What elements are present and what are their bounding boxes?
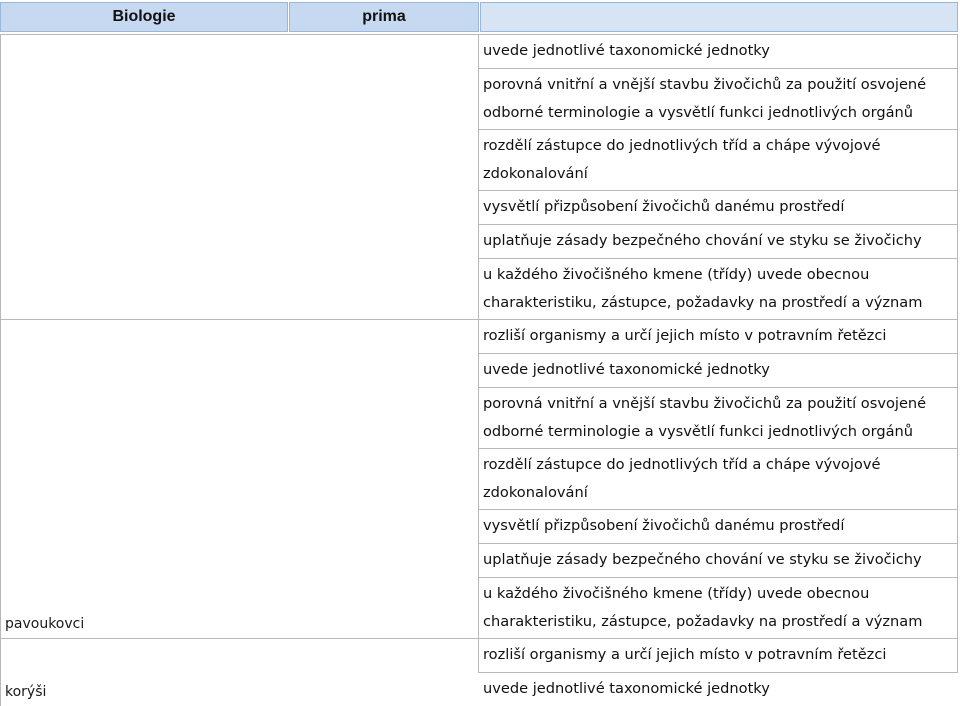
topics-column [0,34,479,700]
outcome-text: u každého živočišného kmene (třídy) uvede obecnou [483,585,870,602]
outcome-text: porovná vnitřní a vnější stavbu živočichů za použití osvojené [483,76,927,93]
outcome-row [479,543,958,577]
topic-cell [0,638,479,706]
outcome-text: uvede jednotlivé taxonomické jednotky [483,361,770,378]
outcome-row [479,258,958,319]
outcome-text: odborné terminologie a vysvětlí funkci jednotlivých orgánů [483,104,914,121]
header-outcomes [480,2,958,32]
outcome-text: charakteristiku, zástupce, požadavky na prostředí a význam [483,294,923,311]
outcome-text: rozliší organismy a určí jejich místo v potravním řetězci [483,327,887,344]
outcome-row [479,34,958,68]
outcome-text: odborné terminologie a vysvětlí funkci jednotlivých orgánů [483,423,914,440]
outcome-text: uvede jednotlivé taxonomické jednotky [483,680,770,697]
outcome-row [479,448,958,509]
outcome-row [479,190,958,224]
outcome-text: uvede jednotlivé taxonomické jednotky [483,42,770,59]
outcome-row [479,672,958,706]
outcome-text: uplatňuje zásady bezpečného chování ve styku se živočichy [483,232,922,249]
topic-label: pavoukovci [5,616,85,632]
outcome-text: u každého živočišného kmene (třídy) uvede obecnou [483,266,870,283]
outcome-text: charakteristiku, zástupce, požadavky na prostředí a význam [483,613,923,630]
outcome-text: zdokonalování [483,484,588,501]
outcome-text: vysvětlí přizpůsobení živočichů danému prostředí [483,517,845,534]
outcome-text: zdokonalování [483,165,588,182]
outcomes-column [479,34,958,697]
outcome-text: porovná vnitřní a vnější stavbu živočichů za použití osvojené [483,395,927,412]
topic-cell [0,319,479,638]
topic-label: korýši [5,684,47,700]
outcome-text: vysvětlí přizpůsobení živočichů danému prostředí [483,198,845,215]
topic-cell [0,34,479,319]
outcome-row [479,129,958,190]
outcome-row [479,387,958,448]
outcome-row [479,319,958,353]
outcome-text: rozliší organismy a určí jejich místo v potravním řetězci [483,646,887,663]
outcome-row [479,224,958,258]
header-grade: prima [289,2,479,32]
outcome-row [479,68,958,129]
outcome-text: uplatňuje zásady bezpečného chování ve styku se živočichy [483,551,922,568]
outcome-row [479,577,958,638]
outcome-text: rozdělí zástupce do jednotlivých tříd a chápe vývojové [483,456,881,473]
table-header [0,0,960,34]
outcome-row [479,353,958,387]
outcome-row [479,638,958,672]
outcome-text: rozdělí zástupce do jednotlivých tříd a chápe vývojové [483,137,881,154]
outcome-row [479,509,958,543]
header-subject: Biologie [0,2,288,32]
